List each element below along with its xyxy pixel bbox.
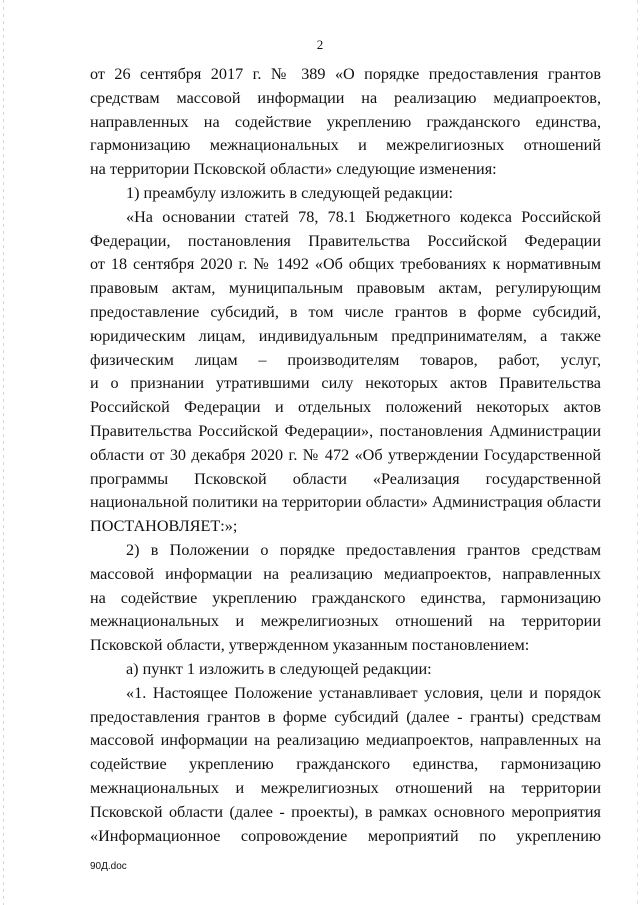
text-line: «На основании статей 78, 78.1 Бюджетного кодекса Российской bbox=[126, 207, 601, 226]
text-line: на территории Псковской области» следующие изменения: bbox=[90, 160, 497, 179]
list-item-1-heading: 1) преамбулу изложить в следующей редакции: bbox=[126, 183, 454, 202]
text-line: программы Псковской области «Реализация государственной bbox=[90, 469, 601, 488]
text-line: области от 30 декабря 2020 г. № 472 «Об утверждении Государственной bbox=[90, 445, 601, 464]
text-line: предоставление субсидий, в том числе грантов в форме субсидий, bbox=[90, 302, 601, 321]
text-line: содействие укреплению гражданского единства, гармонизацию bbox=[90, 755, 601, 774]
text-line: на содействие укреплению гражданского единства, гармонизацию bbox=[90, 588, 601, 607]
text-line: Российской Федерации и отдельных положений некоторых актов bbox=[90, 398, 601, 417]
text-line: массовой информации на реализацию медиапроектов, направленных на bbox=[90, 731, 601, 750]
scan-edge-left bbox=[3, 0, 4, 905]
text-line: средствам массовой информации на реализацию медиапроектов, bbox=[90, 88, 601, 107]
page-number: 2 bbox=[316, 37, 324, 52]
text-line: «1. Настоящее Положение устанавливает условия, цели и порядок bbox=[126, 683, 601, 702]
text-line: Псковской области (далее - проекты), в рамках основного мероприятия bbox=[90, 802, 601, 821]
text-line: «Информационное сопровождение мероприятий по укреплению bbox=[90, 826, 601, 845]
text-line: предоставления грантов в форме субсидий (далее - гранты) средствам bbox=[90, 707, 601, 726]
document-body bbox=[90, 63, 601, 848]
text-line: массовой информации на реализацию медиапроектов, направленных bbox=[90, 564, 601, 583]
text-line: направленных на содействие укреплению гражданского единства, bbox=[90, 112, 601, 131]
list-item-2-heading: 2) в Положении о порядке предоставления грантов средствам bbox=[126, 540, 601, 559]
text-line: Псковской области, утвержденном указанным постановлением: bbox=[90, 636, 530, 655]
text-line: Федерации, постановления Правительства Российской Федерации bbox=[90, 231, 601, 250]
footer-filename: 90Д.doc bbox=[90, 861, 127, 872]
text-line: от 26 сентября 2017 г. № 389 «О порядке предоставления грантов bbox=[90, 65, 601, 83]
text-line: от 18 сентября 2020 г. № 1492 «Об общих требованиях к нормативным bbox=[90, 255, 601, 274]
text-line: национальной политики на территории области» Администрация области bbox=[90, 493, 601, 512]
text-line: межнациональных и межрелигиозных отношений на территории bbox=[90, 778, 601, 797]
text-line: ПОСТАНОВЛЯЕТ:»; bbox=[90, 517, 238, 536]
text-line: и о признании утратившими силу некоторых актов Правительства bbox=[90, 374, 601, 393]
text-line: Правительства Российской Федерации», постановления Администрации bbox=[90, 421, 601, 440]
text-line: гармонизацию межнациональных и межрелигиозных отношений bbox=[90, 136, 601, 155]
text-line: физическим лицам – производителям товаров, работ, услуг, bbox=[90, 350, 601, 369]
subitem-a-heading: а) пункт 1 изложить в следующей редакции: bbox=[126, 659, 432, 678]
text-line: межнациональных и межрелигиозных отношений на территории bbox=[90, 612, 601, 631]
text-line: юридическим лицам, индивидуальным предпринимателям, а также bbox=[90, 326, 601, 345]
scan-edge-right bbox=[637, 0, 638, 905]
text-line: правовым актам, муниципальным правовым актам, регулирующим bbox=[90, 279, 601, 298]
